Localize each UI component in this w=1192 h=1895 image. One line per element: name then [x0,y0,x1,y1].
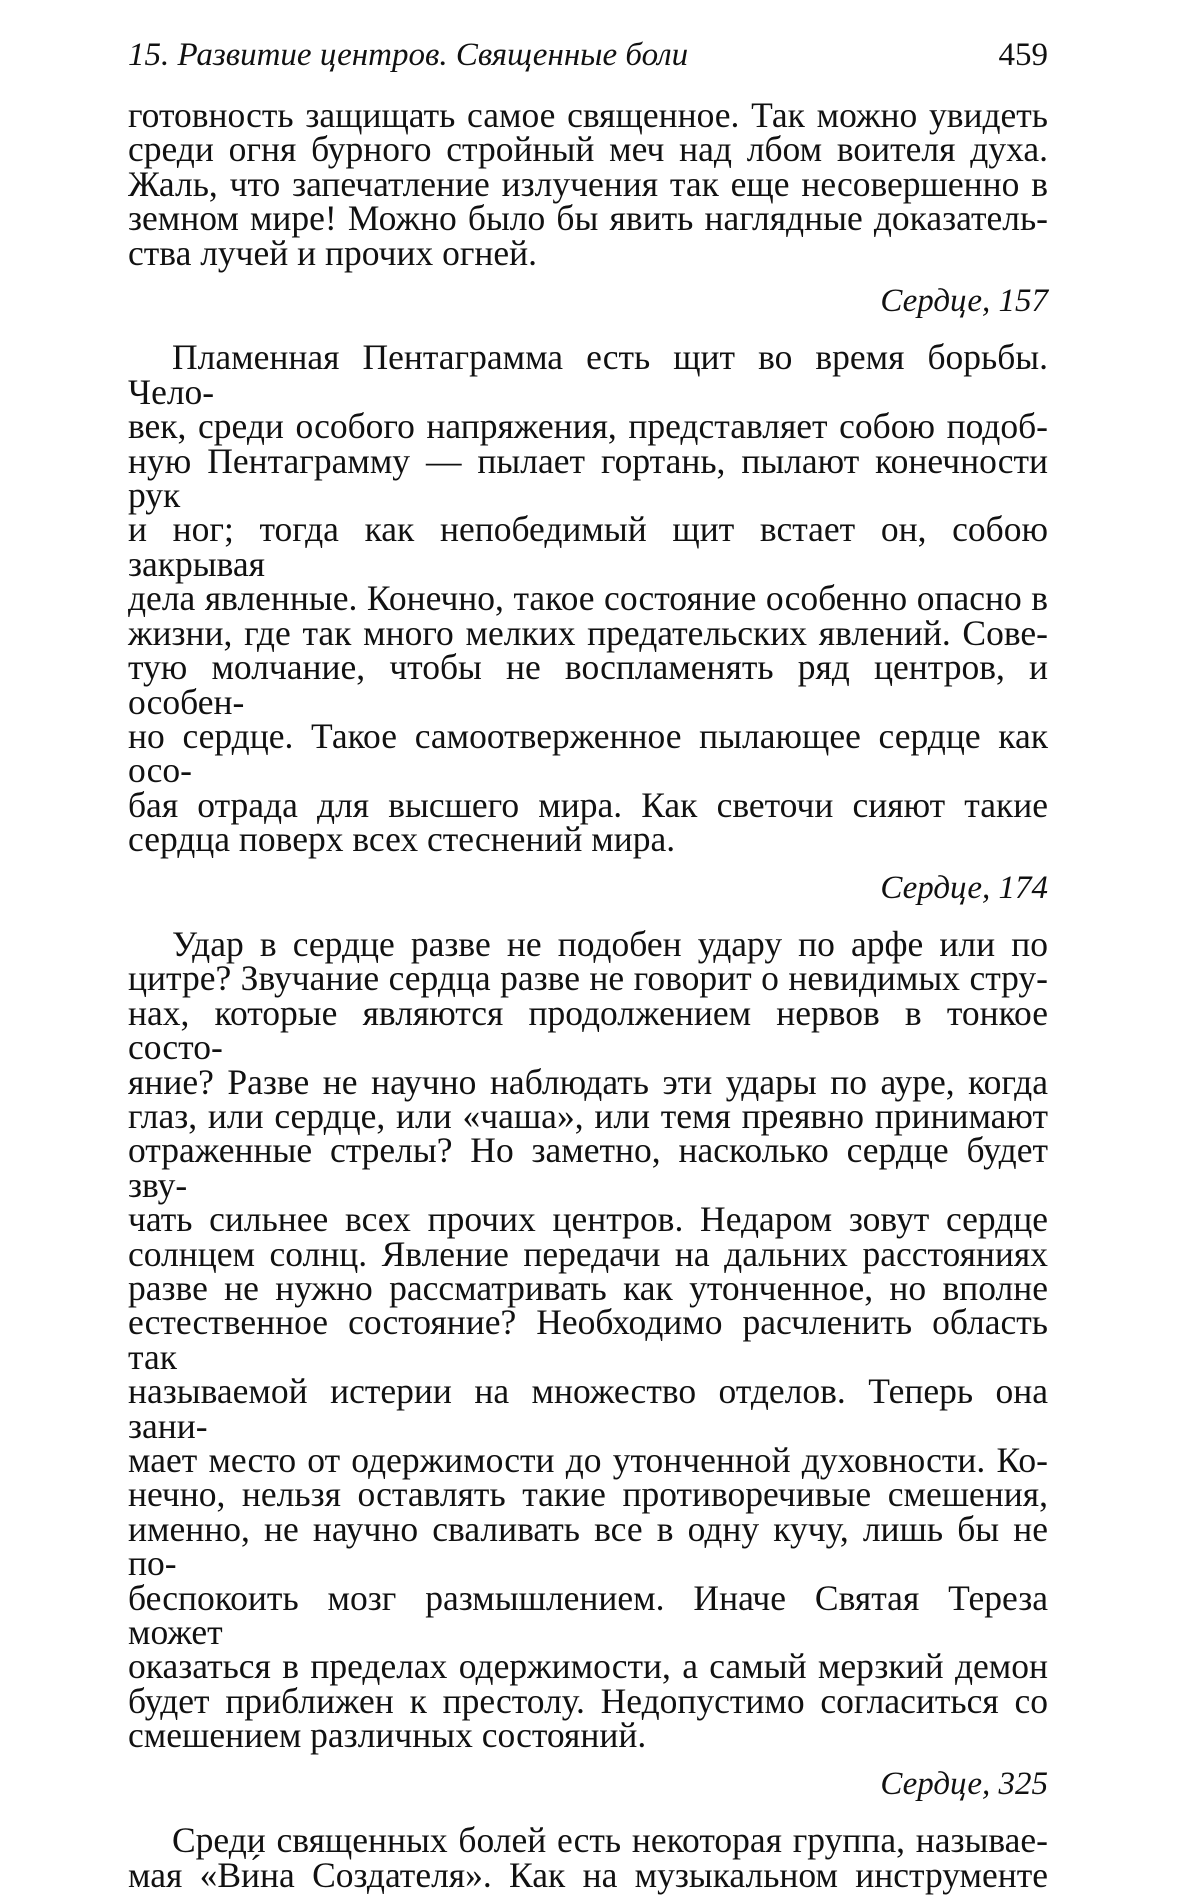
running-title: 15. Развитие центров. Священные боли [128,37,689,73]
text-line: среди огня бурного стройный меч над лбом воителя духа. [128,129,1048,170]
paragraph [128,95,1048,273]
text-line: чать сильнее всех прочих центров. Недаром зовут сердце [128,1199,1048,1240]
paragraph [128,923,1048,1756]
source-citation: Сердце, 174 [880,869,1048,906]
text-line: цитре? Звучание сердца разве не говорит о невидимых стру- [128,958,1048,999]
text-line: Жаль, что запечатление излучения так еще несовершенно в [128,163,1048,204]
text-line: нечно, нельзя оставлять такие противоречивые смешения, [128,1474,1048,1515]
book-page [128,30,1048,1895]
text-line: век, среди особого напряжения, представляет собою подоб- [128,406,1048,447]
text-line: солнцем солнц. Явление передачи на дальних расстояниях [128,1233,1048,1274]
paragraph [128,1820,1048,1895]
text-line: Среди священных болей есть некоторая группа, называе- [172,1820,1048,1861]
text-line: мая «Ви́на Создателя». Как на музыкальном инструменте [128,1854,1048,1895]
text-line: бая отрада для высшего мира. Как светочи сияют такие [128,784,1048,825]
text-line: смешением различных состояний. [128,1715,647,1756]
paragraph [128,337,1048,860]
text-line: готовность защищать самое священное. Так можно увидеть [128,95,1048,135]
text-line: тую молчание, чтобы не воспламенять ряд центров, и особен- [128,647,1048,722]
text-line: глаз, или сердце, или «чаша», или темя преявно принимают [128,1095,1048,1136]
text-line: отраженные стрелы? Но заметно, насколько сердце будет зву- [128,1130,1048,1205]
text-line: называемой истерии на множество отделов. Теперь она зани- [128,1371,1048,1446]
text-line: земном мире! Можно было бы явить наглядные доказатель- [128,198,1048,239]
text-line: жизни, где так много мелких предательских явлений. Сове- [128,612,1048,653]
body-text [128,95,1048,1895]
text-line: разве не нужно рассматривать как утонченное, но вполне [128,1268,1048,1308]
text-line: ства лучей и прочих огней. [128,232,538,273]
text-line: яние? Разве не научно наблюдать эти удары по ауре, когда [128,1061,1048,1102]
page-number: 459 [998,37,1048,73]
text-line: дела явленные. Конечно, такое состояние особенно опасно в [128,578,1048,619]
source-citation: Сердце, 157 [880,283,1048,320]
text-line: именно, не научно сваливать все в одну кучу, лишь бы не по- [128,1508,1048,1584]
running-head [128,30,1048,80]
text-line: Пламенная Пентаграмма есть щит во время борьбы. Чело- [128,337,1048,412]
text-line: беспокоить мозг размышлением. Иначе Святая Тереза может [128,1577,1048,1653]
text-line: будет приближен к престолу. Недопустимо согласиться со [128,1680,1048,1721]
text-line: мает место от одержимости до утонченной духовности. Ко- [128,1440,1048,1481]
text-line: Удар в сердце разве не подобен удару по арфе или по [172,923,1048,964]
text-line: нах, которые являются продолжением нервов в тонкое состо- [128,992,1048,1068]
text-line: естественное состояние? Необходимо расчленить область так [128,1302,1048,1377]
text-line: сердца поверх всех стеснений мира. [128,819,676,860]
source-citation: Сердце, 325 [880,1765,1048,1802]
text-line: но сердце. Такое самоотверженное пылающее сердце как осо- [128,715,1048,791]
text-line: оказаться в пределах одержимости, а самый мерзкий демон [128,1646,1048,1687]
text-line: и ног; тогда как непобедимый щит встает он, собою закрывая [128,509,1048,584]
text-line: ную Пентаграмму — пылает гортань, пылают конечности рук [128,440,1048,516]
